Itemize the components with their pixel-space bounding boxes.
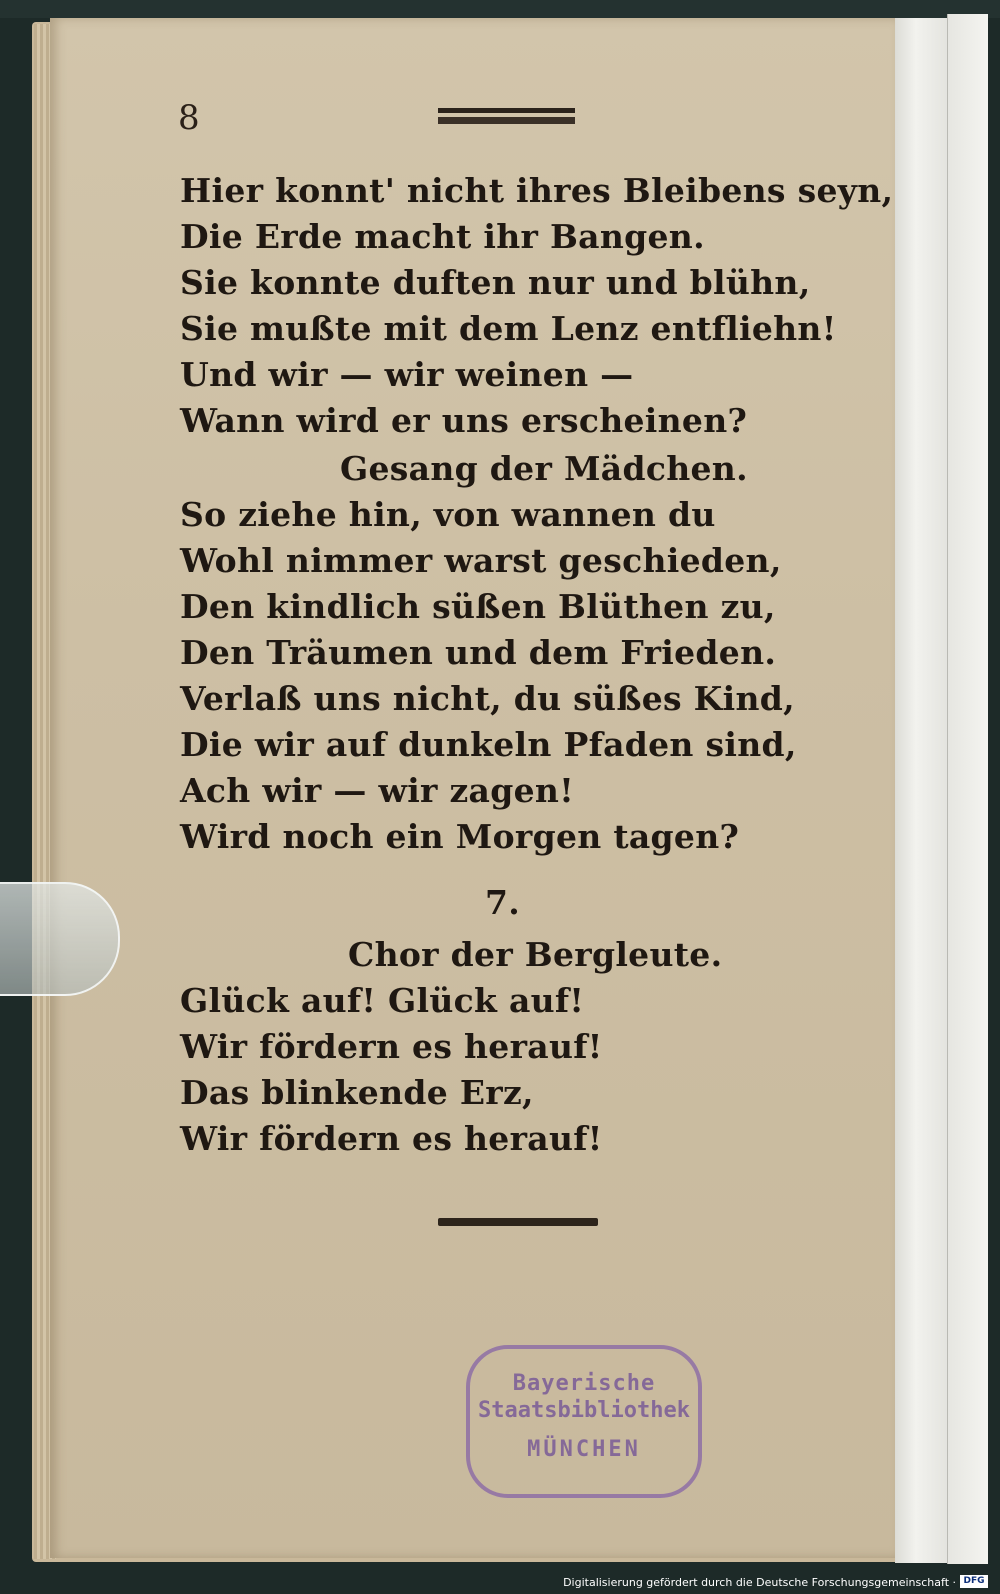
stamp-line: MÜNCHEN xyxy=(527,1437,641,1462)
poem-line: Den kindlich süßen Blüthen zu, xyxy=(180,587,776,626)
flyleaf xyxy=(895,18,947,1563)
poem-line: Sie konnte duften nur und blühn, xyxy=(180,263,811,302)
poem-line: Hier konnt' nicht ihres Bleibens seyn, xyxy=(180,171,894,210)
stamp-line: Bayerische xyxy=(512,1371,656,1396)
header-ornament xyxy=(438,108,575,124)
poem-line: Die wir auf dunkeln Pfaden sind, xyxy=(180,725,797,764)
poem-line: Die Erde macht ihr Bangen. xyxy=(180,217,705,256)
poem-line: Ach wir — wir zagen! xyxy=(180,771,574,810)
poem-line: Verlaß uns nicht, du süßes Kind, xyxy=(180,679,795,718)
scan-background xyxy=(0,0,1000,18)
end-ornament xyxy=(438,1218,598,1226)
poem-text xyxy=(180,168,894,1162)
library-stamp xyxy=(466,1345,702,1498)
section-number: 7. xyxy=(485,883,521,922)
poem-line: Und wir — wir weinen — xyxy=(180,355,634,394)
section-heading: Gesang der Mädchen. xyxy=(340,449,748,488)
stamp-line: Staatsbibliothek xyxy=(478,1398,690,1423)
poem-line: Wird noch ein Morgen tagen? xyxy=(180,817,740,856)
flyleaf-outer xyxy=(947,14,988,1564)
section-heading: Chor der Bergleute. xyxy=(348,935,723,974)
poem-line: Wohl nimmer warst geschieden, xyxy=(180,541,782,580)
header-ornament-rule xyxy=(438,117,575,124)
header-ornament-rule xyxy=(438,108,575,113)
poem-line: Wir fördern es herauf! xyxy=(180,1027,603,1066)
poem-line: Wir fördern es herauf! xyxy=(180,1119,603,1158)
poem-line: Wann wird er uns erscheinen? xyxy=(180,401,748,440)
page-clip xyxy=(0,882,120,996)
poem-line: Das blinkende Erz, xyxy=(180,1073,534,1112)
page-number: 8 xyxy=(178,98,200,138)
poem-line: Sie mußte mit dem Lenz entfliehn! xyxy=(180,309,837,348)
dfg-logo: DFG xyxy=(960,1575,988,1588)
poem-line: Glück auf! Glück auf! xyxy=(180,981,585,1020)
poem-line: Den Träumen und dem Frieden. xyxy=(180,633,777,672)
poem-line: So ziehe hin, von wannen du xyxy=(180,495,716,534)
funding-credit: Digitalisierung gefördert durch die Deutsche Forschungsgemeinschaft · xyxy=(563,1576,956,1589)
